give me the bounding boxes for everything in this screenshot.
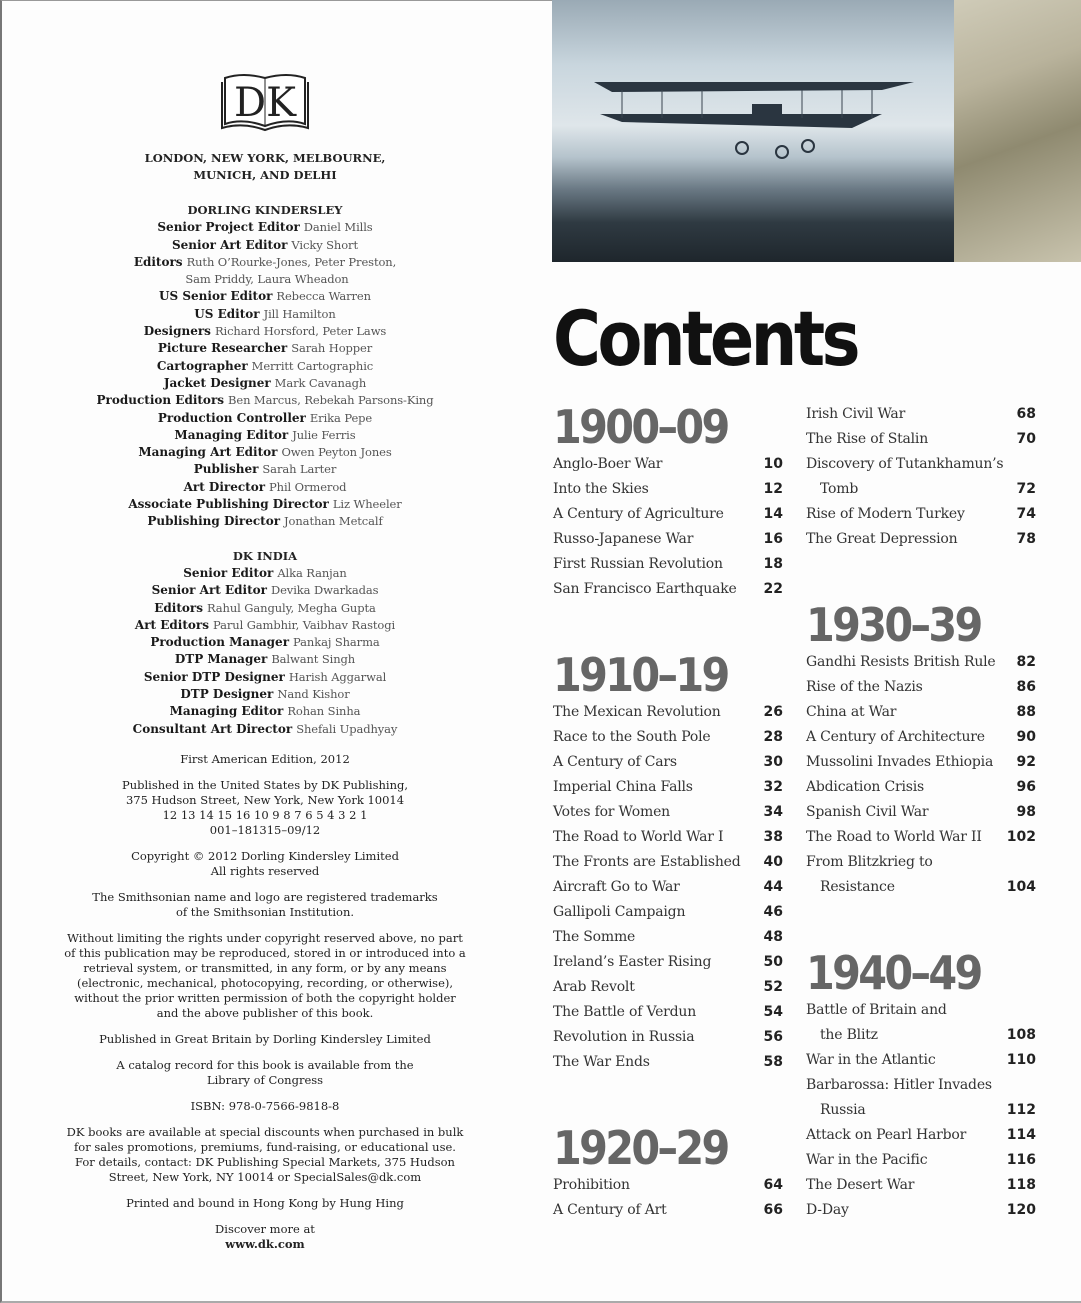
toc-entry-title: China at War bbox=[806, 704, 897, 720]
section-gap bbox=[553, 1075, 783, 1123]
soldiers-photo bbox=[954, 0, 1081, 262]
legal-line: 375 Hudson Street, New York, New York 10014 bbox=[125, 792, 405, 807]
publisher-cities bbox=[40, 150, 490, 184]
toc-page-number: 88 bbox=[1016, 704, 1036, 720]
credit-name: Erika Pepe bbox=[309, 410, 373, 425]
decade-heading: 1940–49 bbox=[806, 946, 981, 1000]
toc-column-1 bbox=[553, 402, 783, 1223]
decade-heading: 1920–29 bbox=[553, 1121, 728, 1175]
toc-entry-title: Irish Civil War bbox=[806, 406, 906, 422]
toc-entry-title: From Blitzkrieg to bbox=[806, 854, 933, 870]
toc-entry[interactable] bbox=[806, 1073, 1036, 1098]
contents-title: Contents bbox=[553, 294, 858, 383]
toc-page-number: 58 bbox=[763, 1054, 783, 1070]
credits bbox=[40, 202, 490, 738]
cities-line: MUNICH, AND DELHI bbox=[193, 168, 337, 182]
section-gap bbox=[806, 552, 1036, 600]
legal-line: Copyright © 2012 Dorling Kindersley Limited bbox=[131, 848, 399, 863]
toc-page-number: 18 bbox=[763, 556, 783, 572]
toc-entry[interactable] bbox=[806, 452, 1036, 477]
toc-entry[interactable] bbox=[806, 825, 1036, 850]
toc-entry-title: Gallipoli Campaign bbox=[553, 904, 686, 920]
legal-line: Published in Great Britain by Dorling Kindersley Limited bbox=[99, 1031, 431, 1046]
toc-entry[interactable] bbox=[553, 875, 783, 900]
toc-entry[interactable] bbox=[553, 477, 783, 502]
legal-line: A catalog record for this book is available from the bbox=[116, 1057, 414, 1072]
credit-role: Art Director bbox=[183, 479, 266, 494]
toc-entry-title: First Russian Revolution bbox=[553, 556, 723, 572]
credit-line bbox=[40, 461, 490, 478]
legal-paragraph bbox=[40, 890, 490, 920]
toc-entry-title: The Road to World War II bbox=[806, 829, 982, 845]
toc-entry-title: Rise of Modern Turkey bbox=[806, 506, 965, 522]
credit-name: Sarah Larter bbox=[262, 462, 337, 477]
credit-name: Liz Wheeler bbox=[332, 497, 402, 512]
credit-role: Senior Art Editor bbox=[172, 237, 288, 252]
legal-line: Without limiting the rights under copyright reserved above, no part bbox=[67, 930, 463, 945]
toc-entry[interactable] bbox=[806, 875, 1036, 900]
credit-role: DTP Designer bbox=[180, 687, 274, 702]
toc-entry-title: D-Day bbox=[806, 1202, 849, 1218]
credit-line bbox=[40, 513, 490, 530]
credit-line bbox=[40, 237, 490, 254]
toc-page-number: 56 bbox=[763, 1029, 783, 1045]
credit-role: US Editor bbox=[194, 306, 260, 321]
decade-heading: 1910–19 bbox=[553, 648, 728, 702]
credit-name: Shefali Upadhyay bbox=[296, 721, 398, 736]
credit-name: Harish Aggarwal bbox=[288, 669, 387, 684]
section-gap bbox=[553, 602, 783, 650]
toc-entry[interactable] bbox=[806, 700, 1036, 725]
credit-name: Phil Ormerod bbox=[269, 479, 347, 494]
credit-name: Ben Marcus, Rebekah Parsons-King bbox=[228, 393, 434, 408]
toc-entry-title: Gandhi Resists British Rule bbox=[806, 654, 996, 670]
toc-page-number: 50 bbox=[763, 954, 783, 970]
toc-page-number: 96 bbox=[1016, 779, 1036, 795]
toc-page-number: 82 bbox=[1016, 654, 1036, 670]
toc-entry-title: Resistance bbox=[820, 879, 895, 895]
decade-heading: 1930–39 bbox=[806, 598, 981, 652]
credit-role: Editors bbox=[154, 600, 203, 615]
legal-line: For details, contact: DK Publishing Special Markets, 375 Hudson bbox=[75, 1154, 455, 1169]
toc-page-number: 92 bbox=[1016, 754, 1036, 770]
credit-line bbox=[40, 582, 490, 599]
toc-page-number: 32 bbox=[763, 779, 783, 795]
credit-role: Publishing Director bbox=[147, 514, 281, 529]
credit-name: Merritt Cartographic bbox=[251, 358, 374, 373]
credit-line bbox=[40, 323, 490, 340]
toc-entry[interactable] bbox=[806, 1048, 1036, 1073]
toc-entry-title: Ireland’s Easter Rising bbox=[553, 954, 712, 970]
toc-entry-title: the Blitz bbox=[820, 1027, 878, 1043]
credit-role: Production Controller bbox=[157, 410, 306, 425]
legal-paragraph bbox=[40, 1125, 490, 1185]
toc-entry-title: A Century of Cars bbox=[553, 754, 677, 770]
credit-role: DTP Manager bbox=[174, 652, 268, 667]
toc-entry-title: The Fronts are Established bbox=[553, 854, 741, 870]
header-photo bbox=[552, 0, 1081, 262]
credit-role: Senior Project Editor bbox=[157, 220, 300, 235]
credit-line bbox=[40, 600, 490, 617]
toc-entry[interactable] bbox=[553, 725, 783, 750]
toc-page-number: 34 bbox=[763, 804, 783, 820]
toc-entry[interactable] bbox=[806, 775, 1036, 800]
toc-entry[interactable] bbox=[553, 577, 783, 602]
credit-line bbox=[40, 375, 490, 392]
toc-entry-title: The Road to World War I bbox=[553, 829, 724, 845]
toc-entry[interactable] bbox=[553, 800, 783, 825]
credit-role: Production Editors bbox=[96, 393, 225, 408]
decade-heading: 1900–09 bbox=[553, 400, 728, 454]
legal-paragraph bbox=[40, 778, 490, 838]
toc-page-number: 46 bbox=[763, 904, 783, 920]
toc-page-number: 98 bbox=[1016, 804, 1036, 820]
toc-entry[interactable] bbox=[806, 1023, 1036, 1048]
toc-page-number: 44 bbox=[763, 879, 783, 895]
toc-page-number: 74 bbox=[1016, 506, 1036, 522]
legal-line: retrieval system, or transmitted, in any form, or by any means bbox=[83, 960, 447, 975]
credit-name: Daniel Mills bbox=[303, 220, 373, 235]
toc-entry[interactable] bbox=[806, 477, 1036, 502]
credit-group-title: DK INDIA bbox=[232, 548, 298, 563]
legal-line: (electronic, mechanical, photocopying, recording, or otherwise), bbox=[76, 975, 454, 990]
legal-line: The Smithsonian name and logo are registered trademarks bbox=[92, 889, 438, 904]
toc-entry-title: A Century of Architecture bbox=[806, 729, 985, 745]
credit-name: Sarah Hopper bbox=[291, 341, 373, 356]
toc-page-number: 64 bbox=[763, 1177, 783, 1193]
toc-page-number: 16 bbox=[763, 531, 783, 547]
toc-entry[interactable] bbox=[806, 1173, 1036, 1198]
legal-line: ISBN: 978-0-7566-9818-8 bbox=[190, 1098, 340, 1113]
legal-line: First American Edition, 2012 bbox=[180, 751, 350, 766]
legal-line: Published in the United States by DK Publishing, bbox=[121, 777, 409, 792]
legal-line: and the above publisher of this book. bbox=[156, 1005, 374, 1020]
credit-role: Editors bbox=[133, 254, 183, 269]
toc-entry-title: Attack on Pearl Harbor bbox=[806, 1127, 967, 1143]
toc-entry[interactable] bbox=[806, 998, 1036, 1023]
toc-entry-title: Imperial China Falls bbox=[553, 779, 693, 795]
toc-entry[interactable] bbox=[553, 1050, 783, 1075]
toc-entry-title: Aircraft Go to War bbox=[553, 879, 680, 895]
credit-role: Managing Art Editor bbox=[138, 445, 278, 460]
legal-paragraph bbox=[40, 931, 490, 1021]
toc-page-number: 52 bbox=[763, 979, 783, 995]
credit-name: Ruth O’Rourke-Jones, Peter Preston, bbox=[186, 254, 397, 269]
toc-page-number: 28 bbox=[763, 729, 783, 745]
toc-entry[interactable] bbox=[553, 527, 783, 552]
toc-page-number: 110 bbox=[1006, 1052, 1036, 1068]
credit-name: Vicky Short bbox=[291, 237, 358, 252]
credit-role: US Senior Editor bbox=[159, 289, 273, 304]
toc-entry-title: The Rise of Stalin bbox=[806, 431, 929, 447]
toc-entry[interactable] bbox=[553, 1198, 783, 1223]
toc-entry-title: The Battle of Verdun bbox=[553, 1004, 697, 1020]
credit-role: Senior Art Editor bbox=[151, 583, 267, 598]
legal-line: All rights reserved bbox=[210, 863, 320, 878]
credit-name: Richard Horsford, Peter Laws bbox=[214, 324, 387, 339]
legal-line: of the Smithsonian Institution. bbox=[175, 904, 355, 919]
credit-name: Alka Ranjan bbox=[277, 565, 347, 580]
toc-page-number: 10 bbox=[763, 456, 783, 472]
toc-page-number: 40 bbox=[763, 854, 783, 870]
toc-page-number: 118 bbox=[1006, 1177, 1036, 1193]
legal-line: 12 13 14 15 16 10 9 8 7 6 5 4 3 2 1 bbox=[162, 807, 368, 822]
toc-page-number: 104 bbox=[1006, 879, 1036, 895]
toc-entry-title: The Desert War bbox=[806, 1177, 915, 1193]
credit-line bbox=[40, 306, 490, 323]
credit-line bbox=[40, 686, 490, 703]
toc-entry[interactable] bbox=[553, 1025, 783, 1050]
legal-paragraph bbox=[40, 752, 490, 767]
toc-page-number: 54 bbox=[763, 1004, 783, 1020]
credit-role: Publisher bbox=[193, 462, 259, 477]
credit-group-title: DORLING KINDERSLEY bbox=[187, 203, 343, 217]
discover-text: Discover more at bbox=[215, 1221, 315, 1236]
credit-line bbox=[40, 444, 490, 461]
toc-page-number: 48 bbox=[763, 929, 783, 945]
toc-entry[interactable] bbox=[553, 552, 783, 577]
toc-page-number: 120 bbox=[1006, 1202, 1036, 1218]
toc-entry[interactable] bbox=[806, 1198, 1036, 1223]
toc-entry-title: San Francisco Earthquake bbox=[553, 581, 737, 597]
credit-line bbox=[40, 721, 490, 738]
cities-line: LONDON, NEW YORK, MELBOURNE, bbox=[144, 151, 386, 165]
credit-line bbox=[40, 219, 490, 236]
credit-line bbox=[40, 703, 490, 720]
toc-page-number: 38 bbox=[763, 829, 783, 845]
toc-entry[interactable] bbox=[553, 950, 783, 975]
credit-role: Managing Editor bbox=[174, 427, 289, 442]
toc-entry-title: War in the Atlantic bbox=[806, 1052, 936, 1068]
toc-entry[interactable] bbox=[806, 1148, 1036, 1173]
credit-role: Picture Researcher bbox=[157, 341, 288, 356]
toc-page-number: 26 bbox=[763, 704, 783, 720]
toc-entry-title: The Somme bbox=[553, 929, 636, 945]
credit-name: Balwant Singh bbox=[271, 652, 356, 667]
toc-entry-title: Russo-Japanese War bbox=[553, 531, 694, 547]
legal-line: Library of Congress bbox=[206, 1072, 324, 1087]
toc-entry[interactable] bbox=[806, 725, 1036, 750]
toc-page-number: 90 bbox=[1016, 729, 1036, 745]
legal-line: Street, New York, NY 10014 or SpecialSales@dk.com bbox=[108, 1169, 422, 1184]
credit-name: Owen Peyton Jones bbox=[281, 445, 392, 460]
credit-role: Art Editors bbox=[134, 617, 209, 632]
credit-name: Mark Cavanagh bbox=[274, 375, 367, 390]
discover-more bbox=[40, 1222, 490, 1252]
credit-role: Production Manager bbox=[150, 635, 290, 650]
credit-line bbox=[40, 254, 490, 271]
credit-name: Nand Kishor bbox=[277, 687, 350, 702]
toc-entry-title: The War Ends bbox=[553, 1054, 650, 1070]
credit-name: Julie Ferris bbox=[292, 427, 356, 442]
credit-name: Sam Priddy, Laura Wheadon bbox=[185, 272, 349, 287]
toc-page-number: 68 bbox=[1016, 406, 1036, 422]
toc-entry-title: The Mexican Revolution bbox=[553, 704, 721, 720]
toc-page-number: 22 bbox=[763, 581, 783, 597]
toc-entry[interactable] bbox=[553, 750, 783, 775]
credit-line bbox=[40, 496, 490, 513]
toc-entry[interactable] bbox=[806, 850, 1036, 875]
legal-paragraph bbox=[40, 1099, 490, 1114]
imprint-page bbox=[40, 70, 490, 1252]
toc-entry-title: Arab Revolt bbox=[553, 979, 635, 995]
biplane-silhouette bbox=[552, 0, 954, 262]
credit-name: Pankaj Sharma bbox=[293, 635, 380, 650]
toc-entry-title: Tomb bbox=[820, 481, 859, 497]
credit-line bbox=[40, 410, 490, 427]
toc-entry-title: Mussolini Invades Ethiopia bbox=[806, 754, 994, 770]
legal-paragraph bbox=[40, 1058, 490, 1088]
toc-page-number: 108 bbox=[1006, 1027, 1036, 1043]
toc-page-number: 114 bbox=[1006, 1127, 1036, 1143]
legal-line: of this publication may be reproduced, stored in or introduced into a bbox=[64, 945, 466, 960]
toc-entry[interactable] bbox=[806, 750, 1036, 775]
toc-entry-title: Discovery of Tutankhamun’s bbox=[806, 456, 1004, 472]
credit-line bbox=[40, 340, 490, 357]
toc-entry[interactable] bbox=[553, 502, 783, 527]
credit-role: Designers bbox=[143, 324, 211, 339]
toc-entry-title: Russia bbox=[820, 1102, 866, 1118]
legal-paragraph bbox=[40, 1196, 490, 1211]
toc-entry[interactable] bbox=[553, 1000, 783, 1025]
legal-line: 001–181315–09/12 bbox=[209, 822, 321, 837]
credit-line-continued bbox=[40, 271, 490, 288]
toc-entry[interactable] bbox=[806, 650, 1036, 675]
credit-line bbox=[40, 651, 490, 668]
credit-line bbox=[40, 669, 490, 686]
toc-entry-title: Anglo-Boer War bbox=[553, 456, 663, 472]
toc-entry[interactable] bbox=[806, 402, 1036, 427]
toc-page-number: 70 bbox=[1016, 431, 1036, 447]
credit-line bbox=[40, 565, 490, 582]
credit-line bbox=[40, 617, 490, 634]
toc-entry[interactable] bbox=[806, 675, 1036, 700]
legal-line: for sales promotions, premiums, fund-raising, or educational use. bbox=[74, 1139, 456, 1154]
toc-entry-title: Battle of Britain and bbox=[806, 1002, 947, 1018]
credit-name: Jill Hamilton bbox=[263, 306, 336, 321]
toc-entry-title: Rise of the Nazis bbox=[806, 679, 923, 695]
credit-role: Consultant Art Director bbox=[132, 721, 293, 736]
toc-page-number: 30 bbox=[763, 754, 783, 770]
toc-entry[interactable] bbox=[806, 502, 1036, 527]
credit-name: Jonathan Metcalf bbox=[284, 514, 383, 529]
toc-entry[interactable] bbox=[553, 775, 783, 800]
toc-page-number: 12 bbox=[763, 481, 783, 497]
credit-line bbox=[40, 479, 490, 496]
toc-column-2 bbox=[806, 402, 1036, 1223]
legal-line: without the prior written permission of both the copyright holder bbox=[74, 990, 456, 1005]
credit-line bbox=[40, 634, 490, 651]
credit-line bbox=[40, 288, 490, 305]
credit-role: Cartographer bbox=[156, 358, 248, 373]
credit-role: Associate Publishing Director bbox=[128, 497, 329, 512]
toc-entry-title: Spanish Civil War bbox=[806, 804, 929, 820]
toc-entry-title: Into the Skies bbox=[553, 481, 649, 497]
credit-role: Managing Editor bbox=[169, 704, 284, 719]
toc-entry[interactable] bbox=[553, 700, 783, 725]
toc-entry-title: Prohibition bbox=[553, 1177, 630, 1193]
toc-page-number: 72 bbox=[1016, 481, 1036, 497]
toc-entry-title: Race to the South Pole bbox=[553, 729, 711, 745]
toc-page-number: 66 bbox=[763, 1202, 783, 1218]
credit-line bbox=[40, 392, 490, 409]
credit-role: Jacket Designer bbox=[163, 375, 271, 390]
toc-page-number: 116 bbox=[1006, 1152, 1036, 1168]
toc-entry-title: Barbarossa: Hitler Invades bbox=[806, 1077, 992, 1093]
toc-entry[interactable] bbox=[553, 975, 783, 1000]
toc-entry-title: A Century of Agriculture bbox=[553, 506, 724, 522]
toc-page-number: 78 bbox=[1016, 531, 1036, 547]
legal-paragraph bbox=[40, 849, 490, 879]
dk-logo bbox=[219, 70, 311, 134]
legal-line: DK books are available at special discounts when purchased in bulk bbox=[66, 1124, 464, 1139]
toc-page-number: 112 bbox=[1006, 1102, 1036, 1118]
credit-name: Rohan Sinha bbox=[287, 704, 361, 719]
toc-page-number: 102 bbox=[1006, 829, 1036, 845]
toc-entry[interactable] bbox=[806, 1123, 1036, 1148]
legal-paragraph bbox=[40, 1032, 490, 1047]
credit-role: Senior Editor bbox=[183, 565, 274, 580]
toc-entry-title: Votes for Women bbox=[553, 804, 670, 820]
toc-entry-title: War in the Pacific bbox=[806, 1152, 928, 1168]
toc-page-number: 86 bbox=[1016, 679, 1036, 695]
credit-line bbox=[40, 427, 490, 444]
credit-line bbox=[40, 358, 490, 375]
toc-entry-title: A Century of Art bbox=[553, 1202, 667, 1218]
svg-text:DK: DK bbox=[234, 80, 296, 126]
toc-entry[interactable] bbox=[553, 850, 783, 875]
toc-entry[interactable] bbox=[553, 1173, 783, 1198]
credit-role: Senior DTP Designer bbox=[143, 669, 285, 684]
toc-entry-title: The Great Depression bbox=[806, 531, 958, 547]
legal-notice bbox=[40, 752, 490, 1211]
toc-entry[interactable] bbox=[806, 1098, 1036, 1123]
legal-line: Printed and bound in Hong Kong by Hung Hing bbox=[126, 1195, 404, 1210]
biplane-photo bbox=[552, 0, 954, 262]
toc-entry[interactable] bbox=[806, 527, 1036, 552]
toc-entry[interactable] bbox=[553, 925, 783, 950]
credit-name: Devika Dwarkadas bbox=[270, 583, 379, 598]
toc-page-number: 14 bbox=[763, 506, 783, 522]
credit-name: Rebecca Warren bbox=[276, 289, 371, 304]
group-gap bbox=[40, 531, 490, 548]
toc-entry[interactable] bbox=[553, 900, 783, 925]
section-gap bbox=[806, 900, 1036, 948]
toc-entry[interactable] bbox=[553, 825, 783, 850]
toc-entry-title: Abdication Crisis bbox=[806, 779, 925, 795]
credit-name: Rahul Ganguly, Megha Gupta bbox=[206, 600, 376, 615]
credit-name: Parul Gambhir, Vaibhav Rastogi bbox=[212, 617, 396, 632]
toc-entry-title: Revolution in Russia bbox=[553, 1029, 695, 1045]
toc-entry[interactable] bbox=[806, 800, 1036, 825]
website-link[interactable]: www.dk.com bbox=[225, 1236, 305, 1251]
toc-entry[interactable] bbox=[553, 452, 783, 477]
toc-entry[interactable] bbox=[806, 427, 1036, 452]
